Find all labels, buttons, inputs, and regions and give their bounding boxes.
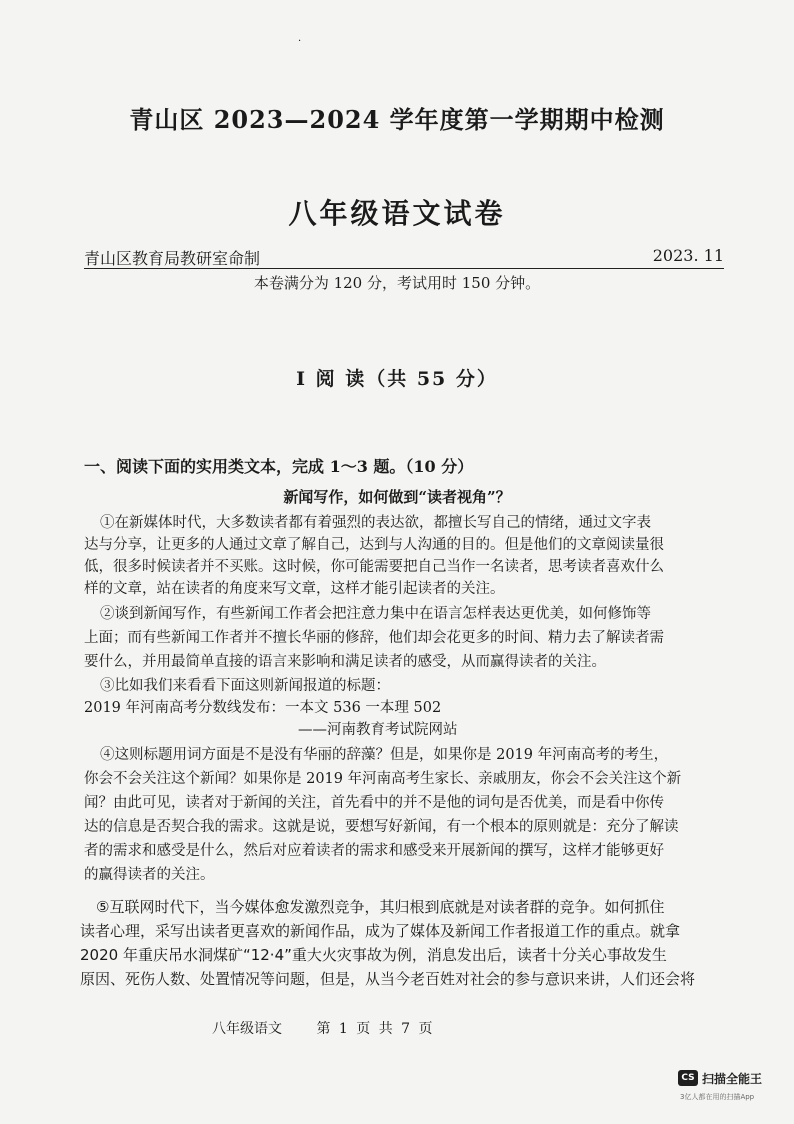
score-notice: 本卷满分为 120 分，考试用时 150 分钟。 (253, 274, 541, 292)
page-footer (212, 1018, 459, 1038)
watermark-tagline: 3亿人都在用的扫描App (680, 1093, 755, 1101)
section-title: I 阅 读（共 55 分） (296, 368, 498, 390)
text-line: 上面；而有些新闻工作者并不擅长华丽的修辞，他们却会花更多的时间、精力去了解读者需 (84, 630, 664, 646)
text-line: 读者心理，采写出读者更喜欢的新闻作品，成为了媒体及新闻工作者报道工作的重点。就拿 (80, 922, 681, 940)
text-line: 样的文章，站在读者的角度来写文章，这样才能引起读者的关注。 (84, 581, 505, 597)
question-instruction: 一、阅读下面的实用类文本，完成 1～3 题。（10 分） (84, 457, 474, 476)
text-line: ②谈到新闻写作，有些新闻工作者会把注意力集中在语言怎样表达更优美，如何修饰等 (100, 606, 651, 622)
text-line: 低，很多时候读者并不买账。这时候，你可能需要把自己当作一名读者，思考读者喜欢什么 (84, 559, 664, 575)
text-line: ④这则标题用词方面是不是没有华丽的辞藻？但是，如果你是 2019 年河南高考的考生， (100, 747, 669, 763)
text-line: 原因、死伤人数、处置情况等问题，但是，从当今老百姓对社会的参与意识来讲，人们还会将 (80, 970, 696, 988)
text-line: ⑤互联网时代下，当今媒体愈发激烈竞争，其归根到底就是对读者群的竞争。如何抓住 (96, 898, 665, 916)
text-line: 你会不会关注这个新闻？如果你是 2019 年河南高考生家长、亲戚朋友，你会不会关注这个新 (84, 771, 682, 787)
scanner-watermark (670, 1066, 780, 1106)
headline-source: ——河南教育考试院网站 (298, 722, 458, 738)
article-title: 新闻写作，如何做到“读者视角”？ (283, 488, 511, 506)
camscanner-logo-icon: CS (678, 1070, 698, 1086)
issuer-row (84, 246, 724, 269)
text-line: ③比如我们来看看下面这则新闻报道的标题： (100, 678, 390, 694)
text-line: 者的需求和感受是什么，然后对应着读者的需求和感受来开展新闻的撰写，这样才能够更好 (84, 843, 664, 859)
exam-title: 青山区 2023—2024 学年度第一学期期中检测 (129, 105, 665, 134)
text-line: ①在新媒体时代，大多数读者都有着强烈的表达欲，都擅长写自己的情绪，通过文字表 (100, 515, 651, 531)
text-line: 的赢得读者的关注。 (84, 867, 215, 883)
text-line: 达的信息是否契合我的需求。这就是说，要想写好新闻，有一个根本的原则就是：充分了解读 (84, 819, 679, 835)
headline-example: 2019 年河南高考分数线发布：一本文 536 一本理 502 (84, 700, 442, 716)
footer-page-number: 第 1 页 共 7 页 (316, 1021, 433, 1037)
exam-date: 2023. 11 (652, 246, 724, 265)
paper-title: 八年级语文试卷 (288, 197, 506, 230)
text-line: 达与分享，让更多的人通过文章了解自己，达到与人沟通的目的。但是他们的文章阅读量很 (84, 537, 664, 553)
footer-subject: 八年级语文 (212, 1021, 282, 1037)
text-line: 闻？由此可见，读者对于新闻的关注，首先看中的并不是他的词句是否优美，而是看中你传 (84, 795, 664, 811)
text-line: 2020 年重庆吊水洞煤矿“12·4”重大火灾事故为例，消息发出后，读者十分关心事故发生 (80, 946, 667, 964)
watermark-app-name: 扫描全能王 (702, 1072, 763, 1086)
stray-dot: · (298, 36, 302, 47)
text-line: 要什么，并用最简单直接的语言来影响和满足读者的感受，从而赢得读者的关注。 (84, 654, 606, 670)
issuer: 青山区教育局教研室命制 (84, 249, 261, 268)
